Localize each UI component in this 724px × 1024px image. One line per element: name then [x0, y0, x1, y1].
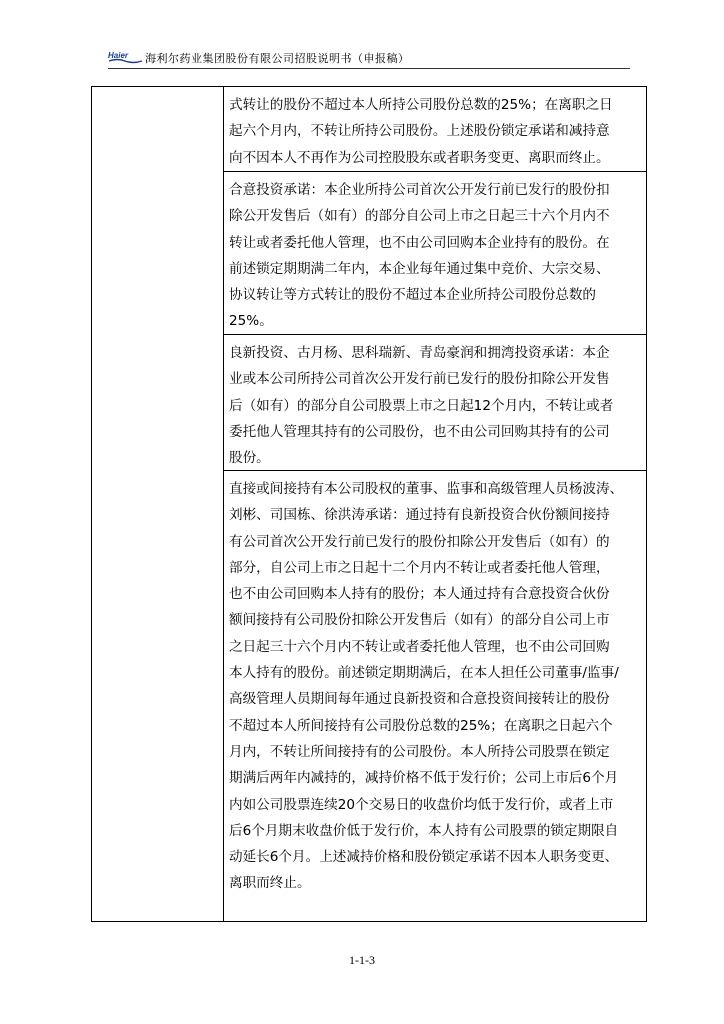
left-column-cell: [92, 87, 224, 921]
cell-line: 期满后两年内减持的，减持价格不低于发行价；公司上市后6个月: [229, 770, 619, 787]
cell-line: 有公司首次公开发行前已发行的股份扣除公开发售后（如有）的: [229, 533, 610, 550]
cell-line: 前述锁定期期满二年内，本企业每年通过集中竞价、大宗交易、: [229, 260, 610, 277]
cell-line: 之日起三十六个月内不转让或者委托他人管理，也不由公司回购: [229, 638, 610, 655]
table-cell-1: [224, 87, 646, 171]
cell-line: 内如公司股票连续20个交易日的收盘价均低于发行价，或者上市: [229, 796, 614, 813]
cell-line: 离职而终止。: [229, 875, 311, 892]
cell-line: 向不因本人不再作为公司控股股东或者职务变更、离职而终止。: [229, 149, 610, 166]
cell-line: 股份。: [229, 450, 270, 467]
cell-line: 动延长6个月。上述减持价格和股份锁定承诺不因本人职务变更、: [229, 849, 619, 866]
cell-line: 除公开发售后（如有）的部分自公司上市之日起三十六个月内不: [229, 208, 610, 225]
cell-line: 直接或间接持有本公司股权的董事、监事和高级管理人员杨波涛、: [229, 481, 624, 497]
page-header: [108, 48, 630, 69]
cell-line: 业或本公司所持公司首次公开发行前已发行的股份扣除公开发售: [229, 371, 610, 388]
company-logo: [108, 50, 144, 64]
table-cell-2: [224, 171, 646, 334]
cell-line: 本人持有的股份。前述锁定期期满后，在本人担任公司董事/监事/: [229, 665, 619, 682]
cell-line: 起六个月内，不转让所持公司股份。上述股份锁定承诺和减持意: [229, 123, 610, 140]
commitment-table: [91, 86, 647, 922]
cell-line: 部分，自公司上市之日起十二个月内不转让或者委托他人管理，: [229, 559, 610, 576]
cell-line: 合意投资承诺：本企业所持公司首次公开发行前已发行的股份扣: [229, 182, 610, 198]
document-title: 海利尔药业集团股份有限公司招股说明书（申报稿）: [145, 52, 410, 65]
cell-line: 后（如有）的部分自公司股票上市之日起12个月内，不转让或者: [229, 397, 614, 414]
cell-line: 式转让的股份不超过本人所持公司股份总数的25%；在离职之日: [229, 97, 613, 113]
cell-line: 刘彬、司国栋、徐洪涛承诺：通过持有良新投资合伙份额间接持: [229, 507, 610, 524]
cell-line: 额间接持有公司股份扣除公开发售后（如有）的部分自公司上市: [229, 612, 610, 629]
cell-line: 不超过本人所间接持有公司股份总数的25%；在离职之日起六个: [229, 717, 613, 734]
cell-line: 委托他人管理其持有的公司股份，也不由公司回购其持有的公司: [229, 423, 610, 440]
cell-line: 高级管理人员期间每年通过良新投资和合意投资间接转让的股份: [229, 691, 610, 708]
table-cell-4: [224, 470, 646, 921]
cell-line: 转让或者委托他人管理，也不由公司回购本企业持有的股份。在: [229, 234, 610, 251]
cell-line: 月内，不转让所间接持有的公司股份。本人所持公司股票在锁定: [229, 743, 610, 760]
cell-line: 后6个月期末收盘价低于发行价，本人持有公司股票的锁定期限自: [229, 822, 619, 839]
cell-line: 25%。: [229, 313, 273, 330]
table-cell-3: [224, 334, 646, 470]
cell-line: 良新投资、古月杨、思科瑞新、青岛豪润和拥湾投资承诺：本企: [229, 345, 610, 361]
page-number: 1-1-3: [349, 953, 375, 967]
cell-line: 也不由公司回购本人持有的股份；本人通过持有合意投资合伙份: [229, 586, 610, 603]
cell-line: 协议转让等方式转让的股份不超过本企业所持公司股份总数的: [229, 287, 597, 304]
logo-text: Haier: [108, 51, 129, 60]
